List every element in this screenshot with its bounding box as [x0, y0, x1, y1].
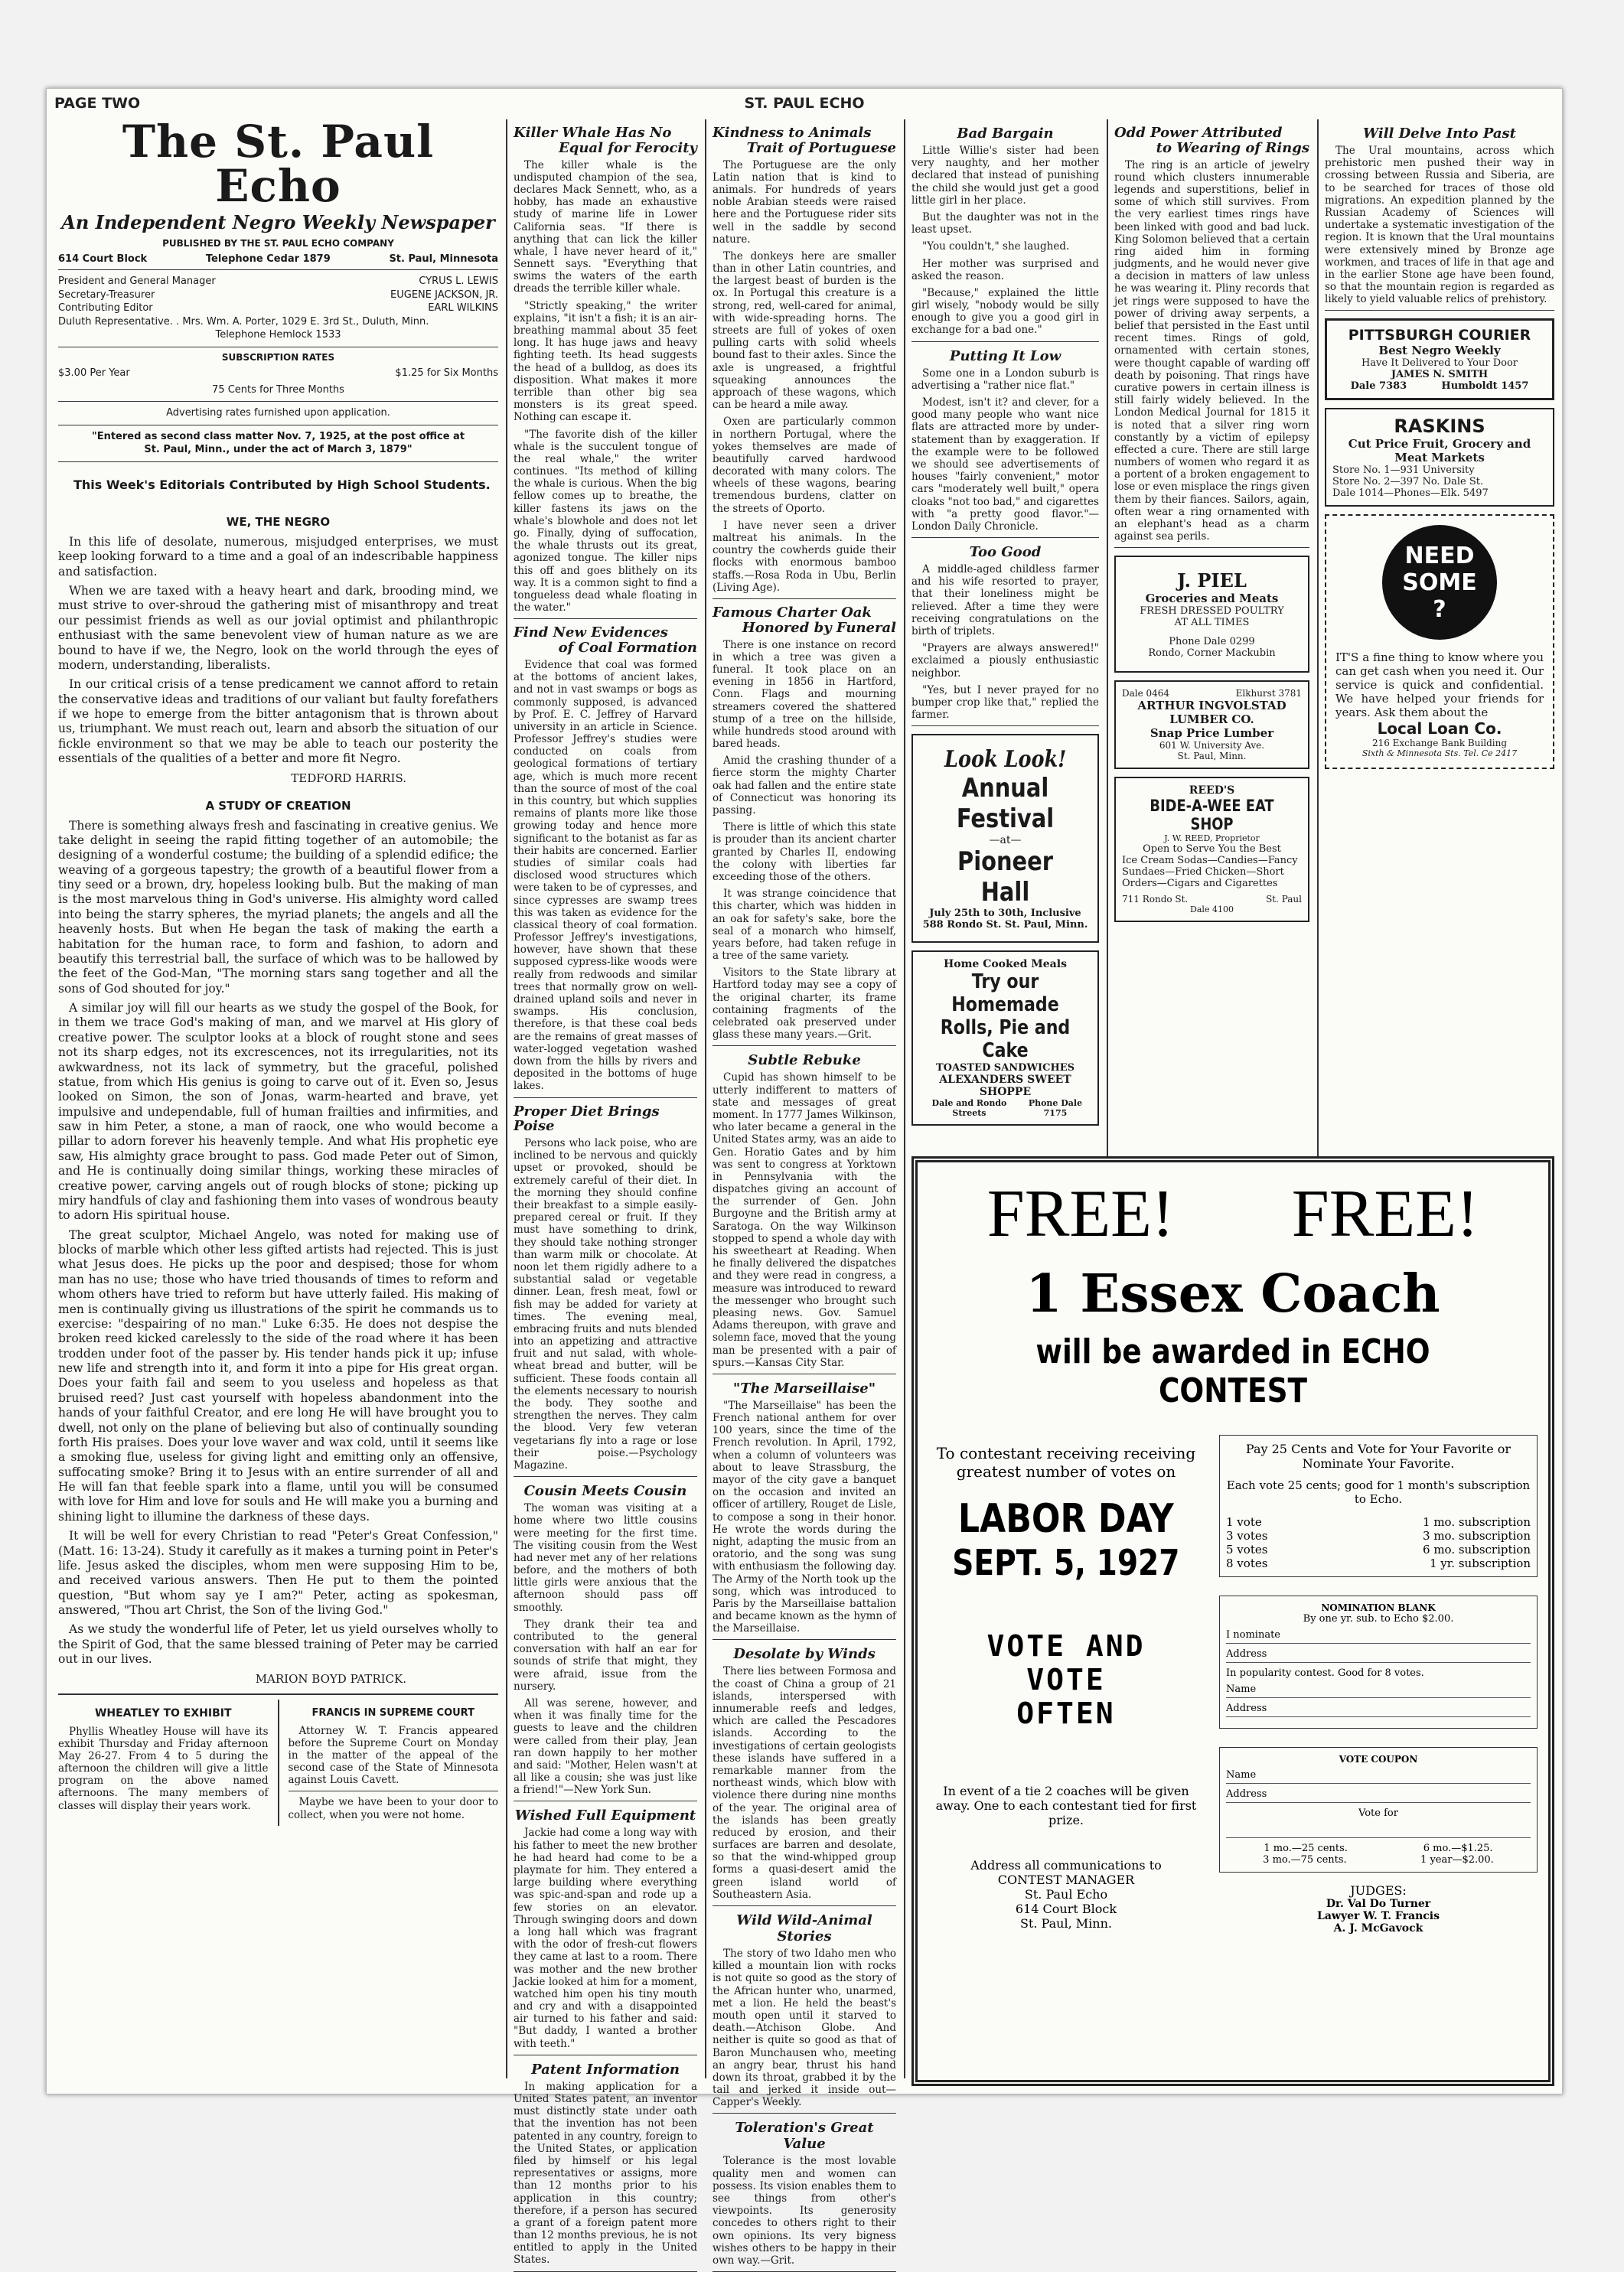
courier-name: PITTSBURGH COURIER	[1348, 327, 1531, 344]
coupon-votefor-field[interactable]	[1226, 1824, 1531, 1838]
rate-year: $3.00 Per Year	[58, 367, 130, 379]
headline-line1: Bad Bargain	[957, 125, 1054, 142]
article-signature: TEDFORD HARRIS.	[291, 771, 406, 785]
story-headline	[1325, 125, 1554, 142]
divider	[58, 461, 498, 462]
story-paragraph: Evidence that coal was formed at the bottoms of ancient lakes, and not in vast swamps or bogs as commonly supposed, is advanced by Prof. E. C. Jeffrey of Harvard university in an article in Science. Professor Jeffrey's studies were conducted on coals from geological formations of tertiary age, which is much more recent than the source of most of the coal in this country, but which supplies remains of plants more like those growing today and hence more significant to the botanist as far as their habits are concerned. Earlier studies of similar coals had disclosed wood structures which were taken to be of cypresses, and since cypresses are swamp trees this was taken as evidence for the classical theory of coal formation. Professor Jeffrey's investigations, however, have shown that these supposed cypress-like woods were really from redwoods and similar trees that normally grow on well-drained upland soils and never in swamps. His conclusion, therefore, is that these coal beds are the remains of great masses of water-logged vegetation washed down from the hills by rivers and deposited in the bottoms of huge lakes.	[514, 658, 697, 1093]
loan-address2: Sixth & Minnesota Sts. Tel. Ce 2417	[1361, 748, 1518, 759]
story-headline	[514, 2062, 697, 2078]
brief-text: Phyllis Wheatley House will have its exhibit Thursday and Friday afternoon May 26-27. From 4 to 5 during the afternoon the children will give a little program on the above named afternoons. The many members of classes will display their years work.	[58, 1725, 269, 1812]
festival-look: Look Look!	[944, 746, 1067, 774]
bottom-briefs	[58, 1693, 498, 1826]
story-headline	[713, 1380, 896, 1397]
rate-row: 3 votes 3 mo. subscription	[1226, 1529, 1531, 1543]
sweet-name: ALEXANDERS SWEET SHOPPE	[939, 1074, 1071, 1099]
story-paragraph: "You couldn't," she laughed.	[922, 240, 1070, 253]
staff-row: Secretary-Treasurer EUGENE JACKSON, JR.	[58, 288, 498, 301]
contest-manager: CONTEST MANAGER	[997, 1873, 1135, 1887]
francis-story	[289, 1700, 499, 1826]
badge-line2: SOME	[1402, 569, 1477, 596]
rate-six-months: $1.25 for Six Months	[395, 367, 498, 379]
contest-ad	[911, 1156, 1554, 2086]
festival-address: 588 Rondo St. St. Paul, Minn.	[922, 919, 1088, 931]
festival-ad	[911, 734, 1099, 943]
column-5	[1114, 119, 1309, 1137]
divider	[911, 725, 1099, 726]
raskins-name: RASKINS	[1394, 416, 1485, 438]
masthead	[58, 116, 498, 462]
sweet-line3: TOASTED SANDWICHES	[935, 1062, 1075, 1074]
reeds-address: 711 Rondo St. St. Paul	[1122, 894, 1302, 905]
piel-address: Rondo, Corner Mackubin	[1148, 647, 1276, 660]
office-phone: Telephone Cedar 1879	[205, 253, 331, 265]
labor-day: LABOR DAY	[958, 1496, 1174, 1542]
headline-line1: Toleration's Great Value	[735, 2120, 874, 2153]
free-row	[928, 1177, 1538, 1251]
rate-row: 1 vote 1 mo. subscription	[1226, 1515, 1531, 1529]
story-paragraph: Some one in a London suburb is advertising a "rather nice flat."	[911, 367, 1099, 392]
reeds-open: Open to Serve You the Best	[1143, 843, 1281, 856]
story-headline	[911, 348, 1099, 364]
wheatley-story	[58, 1700, 269, 1826]
headline-line1: Proper Diet Brings Poise	[514, 1103, 660, 1135]
story-paragraph: A middle-aged childless farmer and his wife resorted to prayer, that their loneliness might be relieved. After a time they were receiving congratulations on the birth of triplets.	[911, 563, 1099, 637]
story-paragraph: "Yes, but I never prayed for no bumper crop like that," replied the farmer.	[911, 683, 1099, 722]
reeds-phone: Dale 4100	[1190, 905, 1234, 915]
rate-row: 8 votes 1 yr. subscription	[1226, 1556, 1531, 1570]
headline-line1: Wild Wild-Animal Stories	[736, 1912, 872, 1944]
story-paragraph: Amid the crashing thunder of a fierce storm the mighty Charter oak had fallen and the entire state of Connecticut was honoring its passing.	[713, 755, 896, 817]
headline-line1: Killer Whale Has No	[514, 125, 672, 141]
lumber-ad	[1114, 680, 1309, 769]
editorials-note: This Week's Editorials Contributed by High School Students.	[73, 477, 491, 492]
loan-text: IT'S a fine thing to know where you can get cash when you need it. Our service is quick and confidential. We have helped your friends for years. Ask them about the	[1335, 650, 1544, 720]
brief-title: FRANCIS IN SUPREME COURT	[311, 1706, 474, 1719]
raskins-store1: Store No. 1—931 University	[1332, 465, 1475, 477]
editorial-column	[58, 116, 498, 2086]
nominator-address-field[interactable]: Address	[1226, 1703, 1531, 1717]
contest-body	[928, 1429, 1538, 1935]
story-headline	[514, 625, 697, 656]
column-rule	[278, 1700, 279, 1826]
article-paragraph: In this life of desolate, numerous, misjudged enterprises, we must keep looking forward to a time and a goal of an indescribable happiness and satisfaction.	[58, 534, 498, 579]
piel-ad	[1114, 556, 1309, 673]
badge-line1: NEED	[1404, 542, 1475, 569]
headline-line1: Kindness to Animals	[713, 125, 872, 141]
address-all: Address all communications to	[970, 1858, 1162, 1873]
staff-list	[58, 275, 498, 342]
vote-coupon	[1219, 1747, 1538, 1873]
publisher-line: PUBLISHED BY THE ST. PAUL ECHO COMPANY	[162, 238, 394, 249]
contest-intro: To contestant receiving receiving greatest number of votes on	[936, 1444, 1196, 1481]
story-paragraph: The ring is an article of jewelry round which clusters innumerable legends and superstitions, belief in some of which still survives. From the very earliest times rings have been linked with good and bad luck. King Solomon believed that a certain ring aided him in forming judgments, and he would never give a decision in matters of law unless he was wearing it. Pliny records that jet rings were supposed to have the power of driving away serpents, a belief that persisted in the East until recent times. Rings of gold, ornamented with certain stones, were thought capable of warding off death by poisoning. That rings have curative powers in certain illness is still fairly widely believed. In the London Medical Journal for 1815 it is noted that a silver ring worn constantly by a victim of epilepsy effected a cure. There are still large numbers of women who regard it as a portent of a broken engagement to lose or even misplace the rings given them by their fiances. Sailors, again, often wear a ring ornamented with an elephant's head as a charm against sea perils.	[1114, 158, 1310, 543]
loan-ad	[1325, 514, 1554, 769]
loan-address: 216 Exchange Bank Building	[1371, 738, 1508, 749]
story-paragraph: Her mother was surprised and asked the reason.	[911, 257, 1099, 282]
piel-line1: Groceries and Meats	[1145, 592, 1279, 606]
headline-line1: Too Good	[969, 544, 1042, 561]
story-headline	[713, 1052, 896, 1068]
story-headline	[911, 125, 1099, 142]
story-headline	[1114, 125, 1309, 156]
reeds-prop: J. W. REED, Proprietor	[1164, 833, 1260, 844]
headline-line1: "The Marseillaise"	[732, 1380, 876, 1397]
lumber-name: ARTHUR INGVOLSTAD LUMBER CO.	[1137, 699, 1286, 727]
masthead-subtitle: An Independent Negro Weekly Newspaper	[61, 211, 495, 233]
piel-line3: AT ALL TIMES	[1174, 617, 1250, 629]
courier-line2: Have It Delivered to Your Door	[1361, 357, 1518, 370]
vote-line2: VOTE	[1026, 1663, 1106, 1697]
reeds-ad	[1114, 777, 1309, 922]
divider	[514, 1476, 697, 1477]
piel-phone: Phone Dale 0299	[1169, 636, 1255, 648]
divider	[713, 2113, 896, 2114]
subscription-title: SUBSCRIPTION RATES	[221, 351, 335, 363]
headline-line2: Trait of Portuguese	[746, 139, 896, 156]
story-paragraph: There is little of which this state is prouder than its ancient charter granted by Charles II, endowing the colony with liberties far exceeding those of the others.	[713, 821, 896, 883]
piel-line2: FRESH DRESSED POULTRY	[1140, 605, 1284, 618]
rate-three-months: 75 Cents for Three Months	[212, 383, 344, 396]
divider	[1325, 310, 1554, 311]
entered-notice: "Entered as second class matter Nov. 7, 1925, at the post office at St. Paul, Minn., under the act of March 3, 1879"	[91, 430, 465, 456]
article-paragraph: The great sculptor, Michael Angelo, was noted for making use of blocks of marble which other less gifted artists had rejected. This is just what Jesus does. He picks up the poor and despised; those for whom man has no use; those who have tried thousands of times to reform and whom others have tried to reform but have utterly failed. His making of men is continually giving us illustrations of the spirit he commands us to exercise: "despairing of no man." Luke 6:35. He does not despise the broken reed kicked carelessly to the side of the road where it has been trodden under foot of the passer by. His tender hands pick it up; infuse new life and strength into it, and form it into a pipe for His great organ. Does your faith fail and seem to you useless and hopeless as that bruised reed? Just cast yourself with hopeless abandonment into the hands of your faithful Creator, and ere long He will have brought you to dwell, not only on the plane of believing but also of continually sounding forth His praises. Does your love waver and wax cold, until it seems like a smoking flue, useless for giving light and emitting only an offensive, suffocating smoke? Bring it to Jesus with an entire surrender of all and He will fan that feeble spark into a flame, until you will be consumed with love for Him and love for souls and He will make you a burning and shining light to illumine the darkness of these days.	[58, 1227, 498, 1524]
reeds-top: REED'S	[1189, 784, 1235, 797]
nominate-field[interactable]: I nominate	[1226, 1629, 1531, 1644]
story-paragraph: The woman was visiting at a home where two little cousins were meeting for the first time. The visiting cousin from the West had never met any of her relations before, and the mothers of both little girls were anxious that the afternoon should pass off smoothly.	[514, 1502, 697, 1614]
staff-row: Contributing Editor EARL WILKINS	[58, 302, 498, 315]
divider	[1114, 547, 1309, 548]
tie-note: In event of a tie 2 coaches will be given away. One to each contestant tied for first prize.	[935, 1784, 1197, 1827]
newspaper-page	[46, 88, 1563, 2267]
each-vote: Each vote 25 cents; good for 1 month's subscription to Echo.	[1226, 1478, 1531, 1506]
nominator-name-field[interactable]: Name	[1226, 1684, 1531, 1698]
story-headline	[713, 1646, 896, 1662]
running-header	[54, 95, 1554, 115]
courier-line1: Best Negro Weekly	[1378, 344, 1501, 358]
story-paragraph: But the daughter was not in the least upset.	[911, 210, 1099, 236]
festival-title: Annual Festival	[956, 773, 1055, 835]
article-title: A STUDY OF CREATION	[205, 798, 351, 813]
staff-row: President and General Manager CYRUS L. LEWIS	[58, 275, 498, 287]
need-some-badge	[1382, 525, 1497, 640]
headline-line1: Putting It Low	[949, 347, 1061, 364]
courier-agent: JAMES N. SMITH	[1391, 369, 1489, 381]
contest-right	[1219, 1429, 1538, 1935]
nomination-title: NOMINATION BLANK	[1321, 1602, 1436, 1613]
story-paragraph: Cupid has shown himself to be utterly indifferent to matters of state and messages of great moment. In 1777 James Wilkinson, who later became a general in the United States army, was an aide to Gen. Horatio Gates and by him was sent to congress at Yorktown in Pennsylvania with the dispatches giving an account of the surrender of Gen. John Burgoyne and the British army at Saratoga. On the way Wilkinson stopped to spend a whole day with his sweetheart at Reading. When he finally delivered the dispatches and they were read in congress, a measure was introduced to reward the messenger who brought such pleasing news. Gov. Samuel Adams thereupon, with grave and solemn face, moved that the young man be presented with a pair of spurs.—Kansas City Star.	[713, 1071, 896, 1369]
office-city: St. Paul, Minnesota	[389, 253, 498, 265]
sweet-line2: Rolls, Pie and Cake	[940, 1016, 1071, 1063]
article-paragraph: There is something always fresh and fascinating in creative genius. We take delight in seeing the rapid fitting together of an automobile; the designing of a wonderful costume; the building of a splendid edifice; the weaving of a gorgeous tapestry; the growth of a beautiful flower from a tiny seed or a brown, dry, hopeless looking bulb. But the making of man is the most marvelous thing in God's universe. His almighty word called into being the starry spheres, the myriad planets; the angels and all the heavenly hosts. But when He began the task of making the earth a habitation for the human race, to form and fashion, to adorn and beautify this terrestrial ball, the surface of which was to be hallowed by the feet of the God-Man, "The morning stars sang together and all the sons of God shouted for joy."	[58, 818, 498, 996]
duluth-phone: Telephone Hemlock 1533	[215, 329, 341, 341]
coupon-votefor: Vote for	[1358, 1807, 1398, 1819]
headline-line2: of Coal Formation	[558, 640, 697, 657]
lumber-phones: Dale 0464 Elkhurst 3781	[1122, 688, 1302, 699]
sweet-line1: Try our Homemade	[951, 970, 1059, 1017]
divider	[713, 1639, 896, 1640]
awarded-line: will be awarded in ECHO CONTEST	[1035, 1332, 1430, 1410]
vote-line3: OFTEN	[1016, 1697, 1116, 1730]
headline-line1: Wished Full Equipment	[514, 1807, 696, 1824]
sweet-top: Home Cooked Meals	[944, 958, 1067, 971]
story-headline	[713, 1912, 896, 1944]
story-paragraph: All was serene, however, and when it was finally time for the guests to leave and the children were called from their play, Jean ran down happily to her mother and said: "Mother, Helen wasn't at all like a cousin; she was just like a friend!"—New York Sun.	[514, 1697, 697, 1797]
judge: A. J. McGavock	[1333, 1922, 1423, 1935]
divider	[911, 341, 1099, 342]
article-title: WE, THE NEGRO	[226, 514, 331, 529]
story-paragraph: Little Willie's sister had been very naughty, and her mother declared that instead of punishing the child she would just get a good little girl in her place.	[911, 145, 1099, 207]
contest-block: 614 Court Block	[1015, 1902, 1117, 1916]
festival-dates: July 25th to 30th, Inclusive	[929, 908, 1081, 920]
story-paragraph: Jackie had come a long way with his father to meet the new brother he had heard had come to be a playmate for him. They entered a large building where everything was spic-and-span and rode up a few stories on an elevator. Through swinging doors and down a long hall which was fragrant with the odor of fresh-cut flowers they came at last to a room. There was mother and the new brother Jackie looked at him for a moment, watched him open his tiny mouth and cry and with a disappointed air turned to his father and said: "But daddy, I wanted a brother with teeth."	[514, 1827, 697, 2050]
courier-phones: Dale 7383 Humboldt 1457	[1350, 380, 1529, 393]
story-headline	[911, 544, 1099, 560]
raskins-store2: Store No. 2—397 No. Dale St.	[1332, 476, 1484, 488]
raskins-phones: Dale 1014—Phones—Elk. 5497	[1332, 487, 1489, 500]
headline-line1: Find New Evidences	[514, 624, 668, 641]
divider	[713, 1045, 896, 1046]
headline-line1: Will Delve Into Past	[1362, 125, 1516, 142]
story-paragraph: "The Marseillaise" has been the French national anthem for over 100 years, since the time of the French revolution. In April, 1792, when a column of volunteers was about to leave Strassburg, the mayor of the city gave a banquet on the occasion and invited an officer of artillery, Rouget de Lisle, to compose a song in their honor. He wrote the words during the night, adapting the music from an oratorio, and the song was sung with enthusiasm the following day. The Army of the North took up the song, which was introduced to Paris by the Marseillaise battalion and became known as the hymn of the Marseillaise.	[713, 1399, 896, 1635]
story-headline	[514, 1483, 697, 1499]
column-2	[514, 119, 697, 2267]
story-paragraph: The story of two Idaho men who killed a mountain lion with rocks is not quite so good as the story of the African hunter who, unarmed, met a lion. He held the beast's mouth open until it starved to death.—Atchison Globe. And neither is quite so good as that of Baron Munchausen who, meeting an angry bear, thrust his hand down its throat, grabbed it by the tail and jerked it inside out—Capper's Weekly.	[713, 1948, 896, 2109]
article-paragraph: In our critical crisis of a tense predicament we cannot afford to retain the conservative ideas and traditions of our valiant but faulty forefathers if we hope to emerge from the bitter antagonism that is thrown about us, triumphant. We must reach out, learn and absorb the situation of our fickle environment so that we may be able to teach our posterity the essentials of the qualities of a better and more fit Negro.	[58, 677, 498, 766]
story-paragraph: I have never seen a driver maltreat his animals. In the country the cowherds guide their flocks with enormous bamboo staffs.—Rosa Roda in Ubu, Berlin (Living Age).	[713, 519, 896, 594]
office-address: 614 Court Block	[58, 253, 148, 265]
sweet-shoppe-ad	[911, 950, 1099, 1126]
divider	[713, 1905, 896, 1906]
address-row	[58, 253, 498, 265]
story-paragraph: "Because," explained the little girl wisely, "nobody would be silly enough to give you a good girl in exchange for a bad one."	[911, 286, 1099, 337]
story-paragraph: The Portuguese are the only Latin nation that is kind to animals. For hundreds of years noble Arabian steeds were raised here and the Portuguese rider sits well in the saddle by second nature.	[713, 158, 896, 246]
headline-line2: Honored by Funeral	[742, 619, 896, 636]
story-paragraph: "Prayers are always answered!" exclaimed a piously enthusiastic neighbor.	[911, 642, 1099, 680]
sweet-contact: Dale and Rondo Streets Phone Dale 7175	[931, 1098, 1083, 1119]
badge-line3: ?	[1433, 595, 1446, 623]
story-paragraph: In making application for a United States patent, an inventor must distinctly state under oath that the invention has not been patented in any country, foreign to the United States, or application filed by himself or his legal representatives or assigns, more than 12 months prior to his application in this country; therefore, if a person has secured a grant of a foreign patent more than 12 months previous, he is not entitled to apply in the United States.	[514, 2080, 697, 2267]
duluth-representative: Duluth Representative. . Mrs. Wm. A. Porter, 1029 E. 3rd St., Duluth, Minn.	[58, 315, 429, 328]
coupon-title: VOTE COUPON	[1339, 1754, 1418, 1765]
story-paragraph: The donkeys here are smaller than in other Latin countries, and the largest beast of burden is the ox. In Portugal this creature is a strong, red, well-cared for animal, with wide-spreading horns. The streets are full of yokes of oxen pulling carts with solid wheels bound fast to their axles. Since the axle is ungreased, a frightful squeaking announces the approach of these wagons, which can be heard a mile away.	[713, 249, 896, 412]
contest-echo: St. Paul Echo	[1024, 1887, 1108, 1902]
column-rule	[705, 119, 706, 2078]
rate-row: 5 votes 6 mo. subscription	[1226, 1543, 1531, 1556]
coupon-rates: 3 mo.—75 cents. 1 year—$2.00.	[1263, 1854, 1494, 1866]
headline-line1: Subtle Rebuke	[748, 1052, 861, 1069]
story-headline	[514, 1104, 697, 1135]
lumber-line1: Snap Price Lumber	[1150, 726, 1274, 741]
divider	[58, 269, 498, 270]
column-rule	[904, 119, 905, 2078]
loan-name: Local Loan Co.	[1377, 719, 1502, 738]
festival-hall: Pioneer Hall	[957, 846, 1053, 908]
masthead-title: The St. Paul Echo	[122, 116, 435, 212]
story-headline	[514, 1807, 697, 1824]
vote-line1: VOTE AND	[986, 1629, 1146, 1663]
column-3	[713, 119, 896, 2267]
collector-note: Maybe we have been to your door to collect, when you were not home.	[288, 1796, 498, 1821]
judges	[1219, 1883, 1538, 1935]
reeds-items: Ice Cream Sodas—Candies—Fancy Sundaes—Fried Chicken—Short Orders—Cigars and Cigarettes	[1122, 855, 1298, 890]
story-paragraph: It was strange coincidence that this charter, which was hidden in an oak for safety's sake, bore the seal of a monarch who himself, years before, had taken refuge in a tree of the same variety.	[713, 888, 896, 963]
brief-text: Attorney W. T. Francis appeared before the Supreme Court on Monday in the matter of the appeal of the second case of the State of Minnesota against Louis Cavett.	[288, 1724, 498, 1787]
article-paragraph: When we are taxed with a heavy heart and dark, brooding mind, we must strive to over-shroud the gathering mist of misanthropy and treat our pessimist friends as well as our jovial optimist and philanthropic enthusiast with the same benevolent view of human nature as we are bound to have if we, the Negro, look on the world through the eyes of modern, understanding, liberalists.	[58, 584, 498, 672]
divider	[514, 618, 697, 619]
headline-line1: Famous Charter Oak	[713, 604, 872, 621]
article-paragraph: It will be well for every Christian to read "Peter's Great Confession," (Matt. 16: 13-24). Study it carefully as it makes a turning point in Peter's life. Jesus asked the disciples, whom men were supposing Him to be, and received various answers. Then He put to them the pointed question, "But whom say ye I am?" Peter, acting as spokesman, answered, "Thou art Christ, the Son of the living God."	[58, 1529, 498, 1618]
nomination-sub: By one yr. sub. to Echo $2.00.	[1303, 1613, 1454, 1625]
nominee-address-field[interactable]: Address	[1226, 1648, 1531, 1663]
story-paragraph: The killer whale is the undisputed champion of the sea, declares Mack Sennett, who, as a hobby, has made an exhaustive study of marine life in Lower California seas. "If there is anything that can lick the killer whale, I have never heard of it," Sennett says. "Everything that swims the waters of the earth dreads the terrible killer whale.	[514, 158, 697, 295]
judge: Dr. Val Do Turner	[1326, 1898, 1431, 1910]
story-paragraph: Oxen are particularly common in northern Portugal, where the yokes themselves are made of beautifully carved hardwood decorated with many colors. The wheels of these wagons, bearing tremendous burdens, clatter on the streets of Oporto.	[713, 416, 896, 515]
festival-at: —at—	[989, 834, 1022, 847]
story-headline	[713, 605, 896, 636]
pay-note: Pay 25 Cents and Vote for Your Favorite or Nominate Your Favorite.	[1245, 1442, 1511, 1471]
coach-headline: 1 Essex Coach	[1026, 1263, 1440, 1325]
story-headline	[713, 125, 896, 156]
paper-name-header: ST. PAUL ECHO	[744, 95, 865, 112]
headline-line1: Odd Power Attributed	[1114, 125, 1283, 141]
coupon-name-field[interactable]: Name	[1226, 1769, 1531, 1784]
nomination-blank	[1219, 1596, 1538, 1729]
lumber-city: St. Paul, Minn.	[1177, 751, 1247, 762]
free-left: FREE!	[986, 1177, 1175, 1251]
article-signature: MARION BOYD PATRICK.	[255, 1671, 406, 1686]
raskins-ad	[1325, 408, 1554, 507]
contest-date: SEPT. 5, 1927	[952, 1542, 1180, 1583]
story-paragraph: Tolerance is the most lovable quality men and women can possess. Its vision enables them to see things from other's viewpoints. Its generosity concedes to others right to their own opinions. Its very bigness wishes others to be happy in their own way.—Grit.	[713, 2155, 896, 2267]
coupon-address-field[interactable]: Address	[1226, 1788, 1531, 1803]
contest-city: St. Paul, Minn.	[1020, 1916, 1112, 1931]
divider	[713, 598, 896, 599]
column-4	[911, 119, 1099, 1137]
headline-line1: Desolate by Winds	[733, 1646, 876, 1663]
headline-line1: Patent Information	[531, 2061, 680, 2078]
divider	[911, 537, 1099, 538]
judges-title: JUDGES:	[1350, 1883, 1407, 1898]
piel-name: J. PIEL	[1177, 569, 1247, 592]
article-paragraph: A similar joy will fill our hearts as we study the gospel of the Book, for in them we trace God's making of man, and we marvel at His glory of creative power. The sculptor looks at a block of rought stone and sees not its sharp edges, not its excrescences, not its irregularities, not its awkwardness, not its lack of symmetry, but the graceful, polished statue, from which His genius is going to carve out of it. Even so, Jesus looked on Simon, the son of Jonas, warm-hearted and brave, yet impulsive and undependable, full of human frailties and infirmities, and saw in him Peter, a stone, a man of raock, one who would become a pillar to adorn forever his heavenly temple. And what His prophetic eye saw, His almighty grace brought to pass. God made Peter out of Simon, and He is continually doing similar things, working these miracles of creative power, carving angels out of rough blocks of stone; picking up miry handfuls of clay and fashioning them into vases of wondrous beauty to adorn His spiritual house.	[58, 1001, 498, 1223]
story-headline	[713, 2120, 896, 2152]
story-paragraph: There lies between Formosa and the coast of China a group of 21 islands, interspersed with innumerable reefs and ledges, which are called the Pescadores islands. According to the investigations of certain geologists these islands have suffered in a remarkable manner from the northeast winds, which blow with violence there during nine months of the year. The original area of the islands has been greatly reduced by erosion, and their surfaces are barren and desolate, so that the wind-whipped group forms a quasi-desert amid the green island world of Southeastern Asia.	[713, 1665, 896, 1901]
divider	[514, 1097, 697, 1098]
page-number: PAGE TWO	[54, 95, 141, 112]
column-rule	[506, 119, 507, 2078]
story-paragraph: "Strictly speaking," the writer explains, "it isn't a fish; it is an air-breathing mammal about 35 feet long. It has huge jaws and heavy fighting teeth. Its head suggests the head of a bulldog, as does its disposition. What makes it more terrible than other big sea monsters is its great speed. Nothing can escape it.	[514, 299, 697, 424]
headline-line1: Cousin Meets Cousin	[523, 1483, 687, 1500]
story-paragraph: Visitors to the State library at Hartford today may see a copy of the original charter, its frame containing fragments of the celebrated oak preserved under glass these many years.—Grit.	[713, 966, 896, 1041]
story-paragraph: Persons who lack poise, who are inclined to be nervous and quickly upset or provoked, should be extremely careful of their diet. In the morning they should confine their breakfast to a simple easily-prepared cereal or fruit. If they must have something to drink, they should take nothing stronger than warm milk or chocolate. At noon let them rigidly adhere to a substantial salad or vegetable dinner. Lean, fresh meat, fowl or fish may be added for variety at times. The evening meal, embracing fruits and nuts blended into an appetizing and attractive fruit and nut salad, with whole-wheat bread and butter, will be sufficient. These foods contain all the elements necessary to nourish the body. They soothe and strengthen the nerves. They calm the blood. Very few veteran vegetarians fly into a rage or lose their poise.—Psychology Magazine.	[514, 1137, 697, 1472]
story-paragraph: Modest, isn't it? and clever, for a good many people who want nice flats are attracted more by under-statement than by exaggeration. If the example were to be followed we should see advertisements of houses "fairly convenient," motor cars "moderately well built," opera cloaks "not too bad," and cigarettes with "a pretty good flavor."—London Daily Chronicle.	[911, 396, 1099, 533]
raskins-line1: Cut Price Fruit, Grocery and Meat Markets	[1348, 437, 1531, 465]
story-paragraph: There is one instance on record in which a tree was given a funeral. It took place on an evening in 1856 in Hartford, Conn. Flags and mourning streamers covered the shattered stump of a tree on the hillside, while hundreds stood around with bared heads.	[713, 638, 896, 751]
awarded-line-wrap	[928, 1332, 1538, 1410]
divider	[58, 401, 498, 402]
reeds-name: BIDE-A-WEE EAT SHOP	[1150, 797, 1274, 834]
headline-line2: to Wearing of Rings	[1156, 139, 1309, 156]
coupon-rates: 1 mo.—25 cents. 6 mo.—$1.25.	[1264, 1843, 1493, 1854]
brief-title: WHEATLEY TO EXHIBIT	[94, 1706, 232, 1719]
judge: Lawyer W. T. Francis	[1317, 1910, 1440, 1922]
headline-line2: Equal for Ferocity	[559, 139, 697, 156]
lumber-address: 601 W. University Ave.	[1159, 740, 1265, 751]
column-6	[1325, 119, 1554, 1137]
story-paragraph: "The favorite dish of the killer whale is the succulent tongue of the real whale," the writer continues. "Its method of killing the whale is curious. When the big fellow comes up to breathe, the killer fastens its jaws on the whale's blowhole and does not let go. Finally, dying of suffocation, the whale thrusts out its great, agonized tongue. The killer nips this off and goes blithely on its way. It is a common sight to find a tongueless dead whale floating in the water."	[514, 428, 697, 614]
nomination-note: In popularity contest. Good for 8 votes.	[1226, 1667, 1424, 1679]
vote-rates-box	[1219, 1435, 1538, 1577]
advertising-note: Advertising rates furnished upon application.	[166, 407, 390, 419]
story-paragraph: The Ural mountains, across which prehistoric men pushed their way in crossing between Russia and Siberia, are to be searched for traces of those old migrations. An expedition planned by the Russian Academy of Sciences will undertake a systematic investigation of the region. It is known that the Ural mountains were extensively mined by Bronze age workmen, and traces of life in that age and in the earlier Stone age have been found, so that the mountain region is regarded as likely to yield valuable relics of prehistory.	[1325, 145, 1554, 306]
subscription-rates	[58, 367, 498, 379]
contest-left	[928, 1429, 1204, 1935]
courier-ad	[1325, 318, 1554, 400]
free-right: FREE!	[1291, 1177, 1479, 1251]
story-paragraph: They drank their tea and contributed to the general conversation with half an ear for sounds of strife that might, they were afraid, issue from the nursery.	[514, 1618, 697, 1693]
article-paragraph: As we study the wonderful life of Peter, let us yield ourselves wholly to the Spirit of God, that the same blessed training of Peter may be carried out in our lives.	[58, 1622, 498, 1667]
story-headline	[514, 125, 697, 156]
